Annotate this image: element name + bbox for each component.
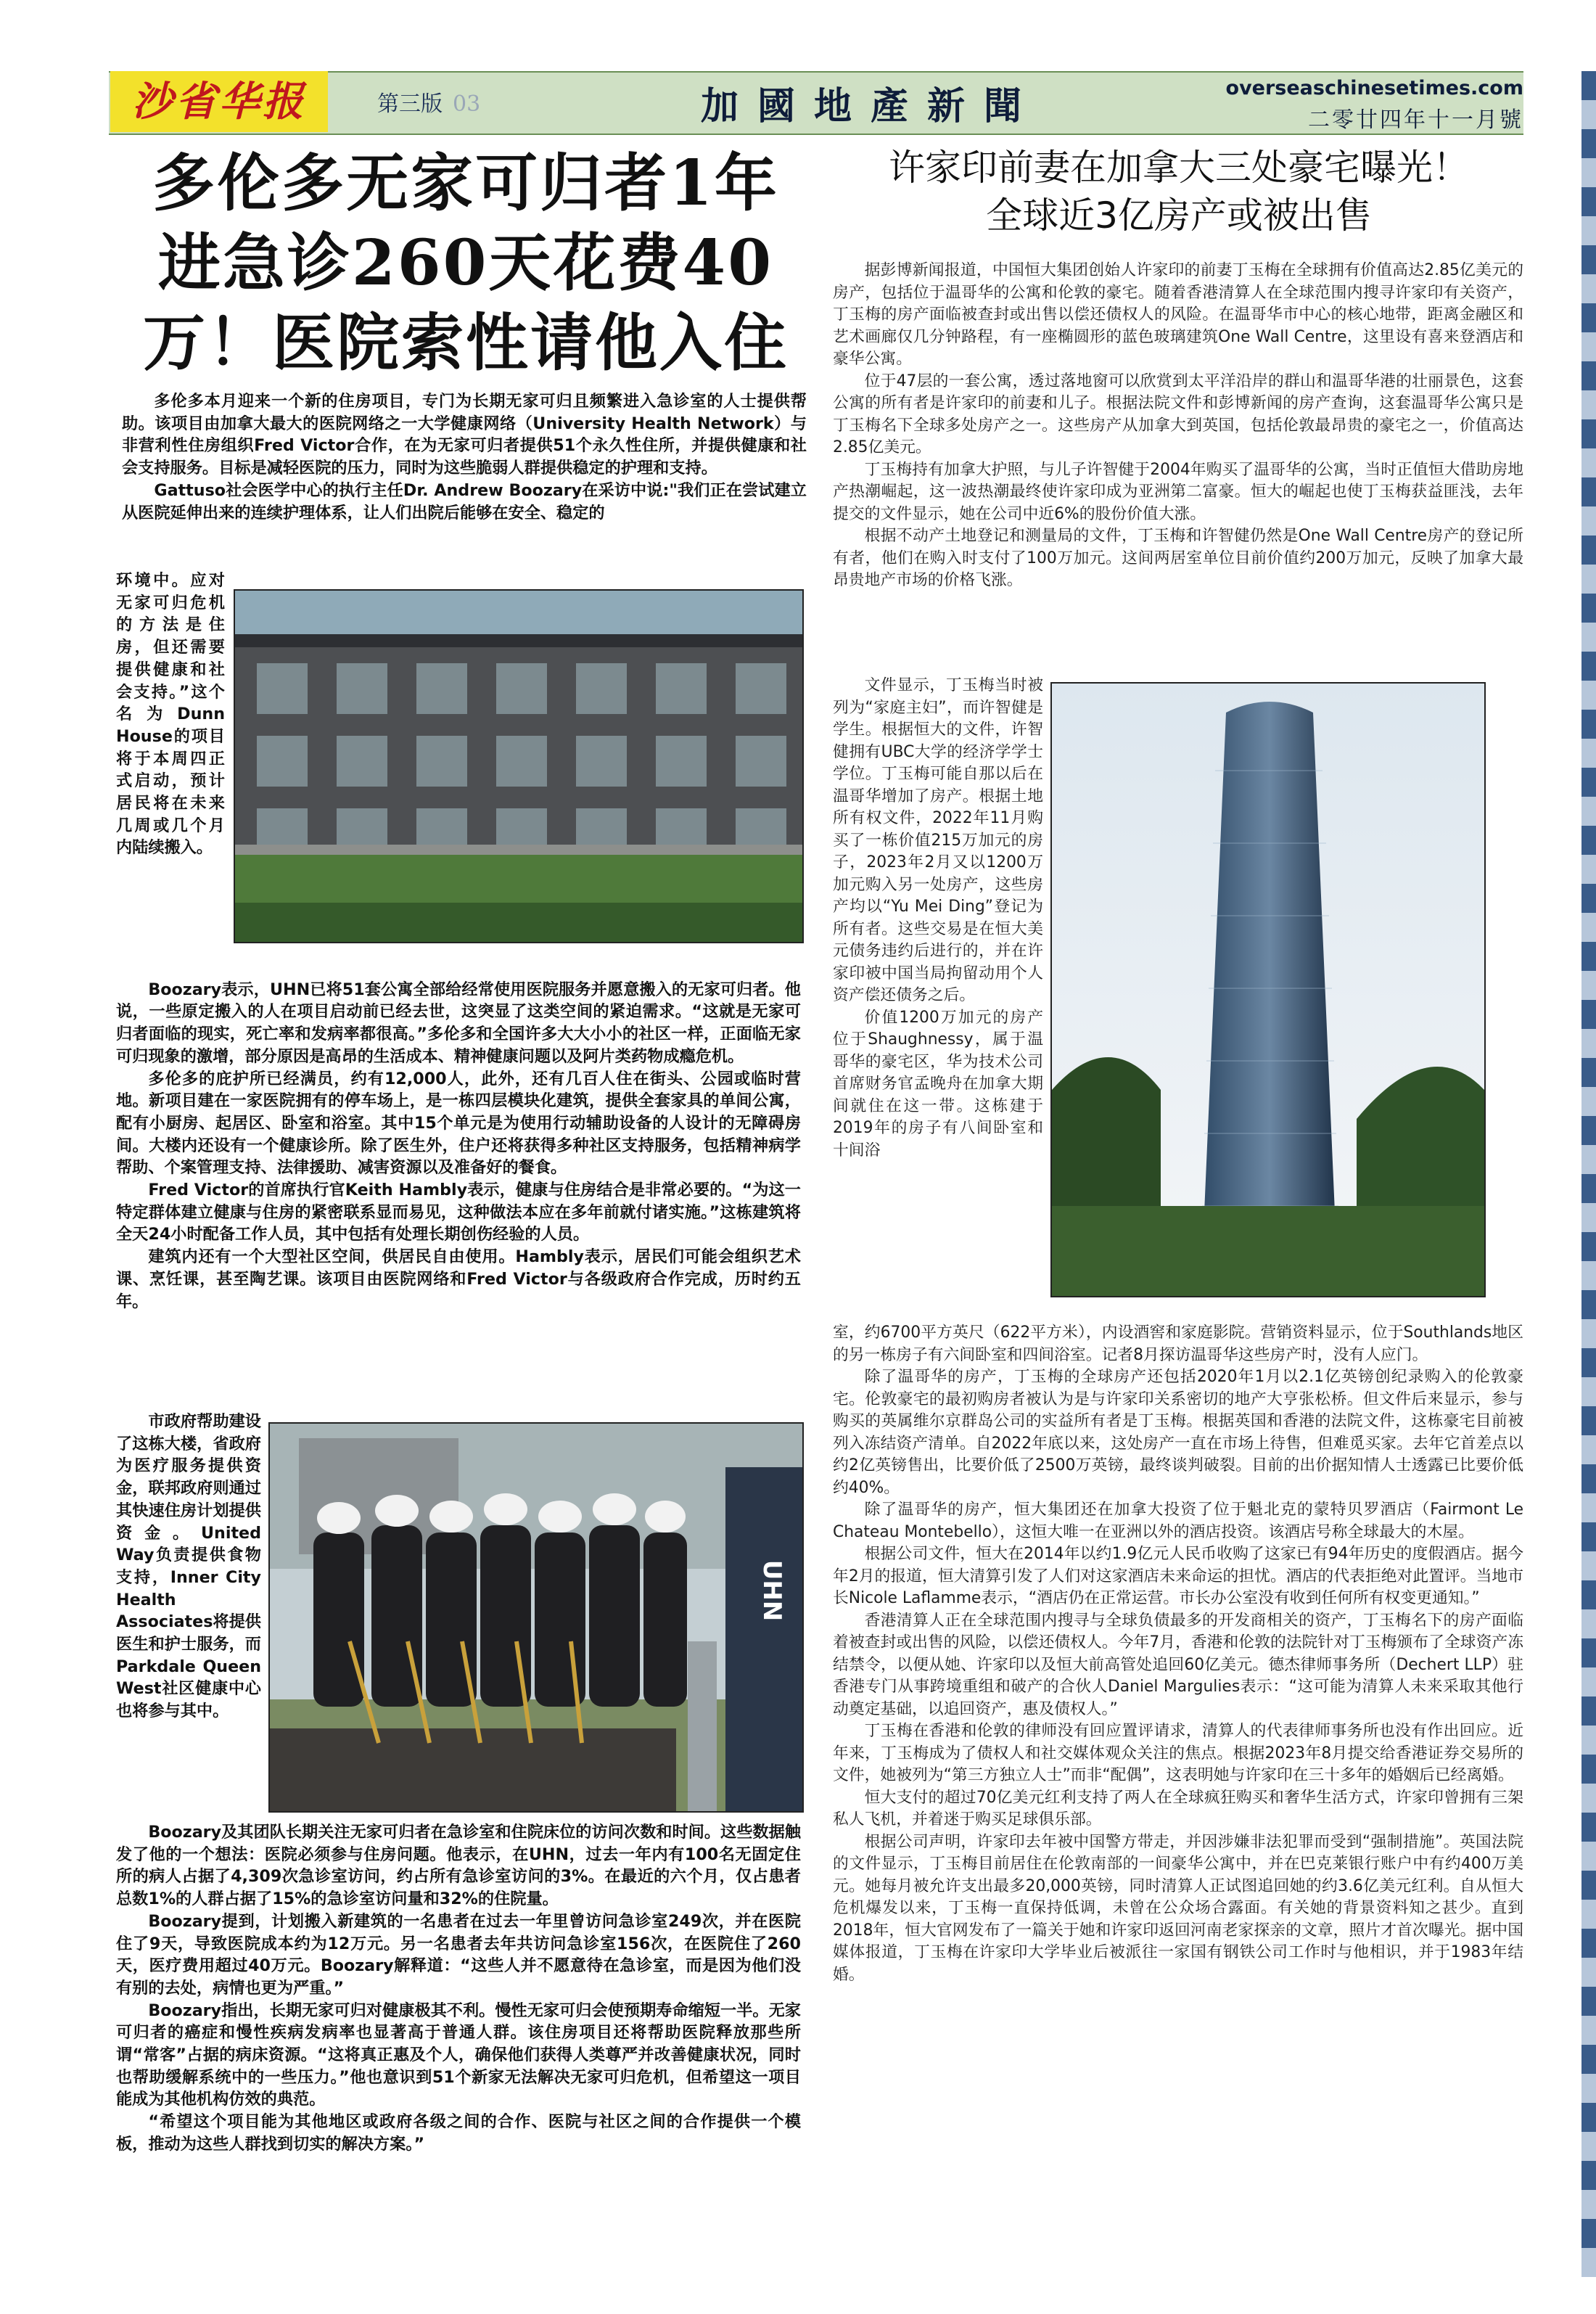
paragraph: 丁玉梅在香港和伦敦的律师没有回应置评请求，清算人的代表律师事务所也没有作出回应。近年来，丁玉梅成为了债权人和社交媒体观众关注的焦点。根据2023年8月提交给香港证券交易所的文件，她被列为“第三方独立人士”而非“配偶”，这表明她与许家印在三十多年的婚姻后已经离婚。 — [833, 1722, 1523, 1784]
paragraph: 文件显示，丁玉梅当时被列为“家庭主妇”，而许智健是学生。根据恒大的文件，许智健拥有UBC大学的经济学学士学位。丁玉梅可能自那以后在温哥华增加了房产。根据土地所有权文件，2022年11月购买了一栋价值215万加元的房子，2023年2月又以1200万加元购入另一处房产，这些房产均以“Yu Mei Ding”登记为所有者。这些交易是在恒大美元债务违约后进行的，并在许家印被中国当局拘留动用个人资产偿还债务之后。 — [833, 676, 1043, 1004]
right-article-end — [833, 1322, 1523, 2251]
one-wall-centre-photo — [1050, 682, 1486, 1297]
page-num: 03 — [453, 91, 481, 117]
paragraph: Boozary及其团队长期关注无家可归者在急诊室和住院床位的访问次数和时间。这些数据触发了他的一个想法：医院必须参与住房问题。他表示，在UHN，过去一年内有100名无固定住所的病人占据了4,309次急诊室访问，约占所有急诊室访问的3%。在最近的六个月，仅占患者总数1%的人群占据了15%的急诊室访问量和32%的住院量。 — [116, 1823, 801, 1909]
paragraph: 根据不动产土地登记和测量局的文件，丁玉梅和许智健仍然是One Wall Centre房产的登记所有者，他们在购入时支付了100万加元。这间两居室单位目前价值约200万加元，反映了加拿大最昂贵地产市场的价格飞涨。 — [833, 527, 1523, 589]
paragraph: 丁玉梅持有加拿大护照，与儿子许智健于2004年购买了温哥华的公寓，当时正值恒大借助房地产热潮崛起，这一波热潮最终使许家印成为亚洲第二富豪。恒大的崛起也使丁玉梅获益匪浅，去年提交的文件显示，她在公司中近6%的股份价值大涨。 — [833, 460, 1523, 523]
right-article-headline — [852, 144, 1505, 239]
left-article-end — [116, 1821, 801, 2228]
paragraph: 建筑内还有一个大型社区空间，供居民自由使用。Hambly表示，居民们可能会组织艺术课、烹饪课，甚至陶艺课。该项目由医院网络和Fred Victor与各级政府合作完成，历时约五年。 — [116, 1247, 801, 1311]
masthead-logo: 沙省华报 — [110, 71, 328, 132]
paragraph: 多伦多本月迎来一个新的住房项目，专门为长期无家可归且频繁进入急诊室的人士提供帮助。该项目由加拿大最大的医院网络之一大学健康网络（University Health Network）与非营利性住房组织Fred Victor合作，在为无家可归者提供51个永久性住所，并提供健康和社会支持服务。目标是减轻医院的压力，同时为这些脆弱人群提供稳定的护理和支持。 — [122, 392, 807, 478]
headline-line: 进急诊260天花费40 — [157, 226, 774, 300]
left-article-intro — [122, 390, 807, 559]
paragraph: 位于47层的一套公寓，透过落地窗可以欣赏到太平洋沿岸的群山和温哥华港的壮丽景色，这套公寓的所有者是许家印的前妻和儿子。根据法院文件和彭博新闻的房产查询，这套温哥华公寓只是丁玉梅名下全球多处房产之一。这些房产从加拿大到英国，包括伦敦最昂贵的豪宅之一，价值高达2.85亿美元。 — [833, 372, 1523, 456]
right-article-intro — [833, 260, 1523, 672]
paragraph: Boozary指出，长期无家可归对健康极其不利。慢性无家可归会使预期寿命缩短一半。无家可归者的癌症和慢性疾病发病率也显著高于普通人群。该住房项目还将帮助医院释放那些所谓“常客”占据的病床资源。“这将真正惠及个人，确保他们获得人类尊严并改善健康状况，同时也帮助缓解系统中的一些压力。”他也意识到51个新家无法解决无家可归危机，但希望这一项目能成为其他机构仿效的典范。 — [116, 2001, 801, 2109]
page-label: 第三版 — [377, 91, 443, 117]
tower-illustration — [1052, 684, 1484, 1296]
paragraph: 室，约6700平方英尺（622平方米），内设酒窖和家庭影院。营销资料显示，位于Southlands地区的另一栋房子有六间卧室和四间浴室。记者8月探访温哥华这些房产时，没有人应门。 — [833, 1324, 1523, 1364]
headline-line: 万！医院索性请他入住 — [143, 306, 789, 379]
paragraph: 市政府帮助建设了这栋大楼，省政府为医疗服务提供资金，联邦政府则通过其快速住房计划提供资金。United Way负责提供食物支持，Inner City Health Associates将提供医生和护士服务，而Parkdale Queen West社区健康中心也将参与其中。 — [116, 1412, 261, 1721]
headline-line: 全球近3亿房产或被出售 — [986, 194, 1372, 237]
paragraph: 除了温哥华的房产，丁玉梅的全球房产还包括2020年1月以2.1亿英镑创纪录购入的伦敦豪宅。伦敦豪宅的最初购房者被认为是与许家印关系密切的地产大亨张松桥。但文件后来显示，参与购买的英属维尔京群岛公司的实益所有者是丁玉梅。根据英国和香港的法院文件，这栋豪宅目前被列入冻结资产清单。自2022年底以来，这处房产一直在市场上待售，但难觅买家。去年它首差点以约2亿英镑售出，比要价低了2500万英镑，最终谈判破裂。目前的出价据知情人士透露已比要价低约40%。 — [833, 1368, 1523, 1497]
paragraph: 多伦多的庇护所已经满员，约有12,000人，此外，还有几百人住在街头、公园或临时营地。新项目建在一家医院拥有的停车场上，是一栋四层模块化建筑，提供全套家具的单间公寓，配有小厨房、起居区、卧室和浴室。其中15个单元是为使用行动辅助设备的人设计的无障碍房间。大楼内还设有一个健康诊所。除了医生外，住户还将获得多种社区支持服务，包括精神病学帮助、个案管理支持、法律援助、减害资源以及准备好的餐食。 — [116, 1069, 801, 1178]
paragraph: 香港清算人正在全球范围内搜寻与全球负债最多的开发商相关的资产，丁玉梅名下的房产面临着被查封或出售的风险，以偿还债权人。今年7月，香港和伦敦的法院针对丁玉梅颁布了全球资产冻结禁令，以便从她、许家印以及恒大前高管处追回60亿美元。德杰律师事务所（Dechert LLP）驻香港专门从事跨境重组和破产的合伙人Daniel Margulies表示：“这可能为清算人未来采取其他行动奠定基础，以追回资产，惠及债权人。” — [833, 1611, 1523, 1718]
paragraph: 环境中。应对无家可归危机的方法是住房，但还需要提供健康和社会支持。”这个名为Dunn House的项目将于本周四正式启动，预计居民将在未来几周或几个月内陆续搬入。 — [116, 571, 225, 858]
site-url[interactable]: overseaschinesetimes.com — [1225, 77, 1523, 99]
paragraph: Gattuso社会医学中心的执行主任Dr. Andrew Boozary在采访中说:"我们正在尝试建立从医院延伸出来的连续护理体系，让人们出院后能够在安全、稳定的 — [122, 480, 807, 522]
page-number — [377, 86, 480, 118]
headline-line: 许家印前妻在加拿大三处豪宅曝光！ — [889, 147, 1469, 189]
paragraph: 根据公司声明，许家印去年被中国警方带走，并因涉嫌非法犯罪而受到“强制措施”。英国法院的文件显示，丁玉梅目前居住在伦敦南部的一间豪华公寓中，并在巴克莱银行账户中有约400万美元。她每月被允许支出最多20,000英镑，同时清算人正试图追回她的约3.6亿美元红利。自从恒大危机爆发以来，丁玉梅一直保持低调，未曾在公众场合露面。有关她的背景资料知之甚少。直到2018年，恒大官网发布了一篇关于她和许家印返回河南老家探亲的文章，照片才首次曝光。据中国媒体报道，丁玉梅在许家印大学毕业后被派往一家国有钢铁公司工作时与他相识，并于1983年结婚。 — [833, 1832, 1523, 1984]
modular-building-photo — [234, 589, 804, 943]
paragraph — [116, 956, 801, 979]
left-article-headline — [122, 144, 810, 383]
section-title: 加國地產新聞 — [700, 84, 1040, 128]
issue-date: 二零廿四年十一月號 — [1308, 107, 1523, 133]
left-wrap-column — [116, 570, 225, 967]
paragraph: 恒大支付的超过70亿美元红利支持了两人在全球疯狂购买和奢华生活方式，许家印曾拥有三架私人飞机，并着迷于购买足球俱乐部。 — [833, 1788, 1523, 1829]
right-wrap-column — [833, 675, 1043, 1321]
paragraph: 价值1200万加元的房产位于Shaughnessy，属于温哥华的豪宅区，华为技术公司首席财务官孟晚舟在加拿大期间就住在这一带。这栋建于2019年的房子有八间卧室和十间浴 — [833, 1008, 1043, 1160]
left-wrap-column-2 — [116, 1411, 261, 1817]
uhn-sign-text: UHN — [757, 1559, 786, 1622]
paragraph: Boozary提到，计划搬入新建筑的一名患者在过去一年里曾访问急诊室249次，并在医院住了9天，导致医院成本约为12万元。另一名患者去年共访问急诊室156次，在医院住了260天，医疗费用超过40万元。Boozary解释道：“这些人并不愿意待在急诊室，而是因为他们没有别的去处，病情也更为严重。” — [116, 1911, 801, 1998]
paragraph: 根据公司文件，恒大在2014年以约1.9亿元人民币收购了这家已有94年历史的度假酒店。据今年2月的报道，恒大清算引发了人们对这家酒店未来命运的担忧。酒店的代表拒绝对此置评。当地市长Nicole Laflamme表示，“酒店仍在正常运营。市长办公室没有收到任何所有权变更通知。” — [833, 1545, 1523, 1607]
groundbreaking-photo — [268, 1422, 804, 1813]
paragraph: “希望这个项目能为其他地区或政府各级之间的合作、医院与社区之间的合作提供一个模板，推动为这些人群找到切实的解决方案。” — [116, 2112, 801, 2154]
paragraph: 据彭博新闻报道，中国恒大集团创始人许家印的前妻丁玉梅在全球拥有价值高达2.85亿美元的房产，包括位于温哥华的公寓和伦敦的豪宅。随着香港清算人在全球范围内搜寻许家印有关资产，丁玉梅的房产面临被查封或出售以偿还债权人的风险。在温哥华市中心的核心地带，距离金融区和艺术画廊仅几分钟路程，有一座椭圆形的蓝色玻璃建筑One Wall Centre，这里设有喜来登酒店和豪华公寓。 — [833, 261, 1523, 368]
page-edge-decoration — [1581, 71, 1596, 2277]
groundbreaking-illustration — [270, 1424, 802, 1811]
building-illustration — [235, 591, 802, 942]
headline-line: 多伦多无家可归者1年 — [152, 147, 779, 220]
paragraph: Boozary表示，UHN已将51套公寓全部给经常使用医院服务并愿意搬入的无家可归者。他说，一些原定搬入的人在项目启动前已经去世，这突显了这类空间的紧迫需求。“这就是无家可归者面临的现实，死亡率和发病率都很高。”多伦多和全国许多大大小小的社区一样，正面临无家可归现象的激增，部分原因是高昂的生活成本、精神健康问题以及阿片类药物成瘾危机。 — [116, 980, 801, 1066]
paragraph: 除了温哥华的房产，恒大集团还在加拿大投资了位于魁北克的蒙特贝罗酒店（Fairmont Le Chateau Montebello），这恒大唯一在亚洲以外的酒店投资。该酒店号称全球最大的木屋。 — [833, 1501, 1523, 1541]
left-article-middle — [116, 956, 801, 1384]
paragraph: Fred Victor的首席执行官Keith Hambly表示，健康与住房结合是非常必要的。“为这一特定群体建立健康与住房的紧密联系显而易见，这种做法本应在多年前就付诸实施。”这栋建筑将全天24小时配备工作人员，其中包括有处理长期创伤经验的人员。 — [116, 1181, 801, 1244]
